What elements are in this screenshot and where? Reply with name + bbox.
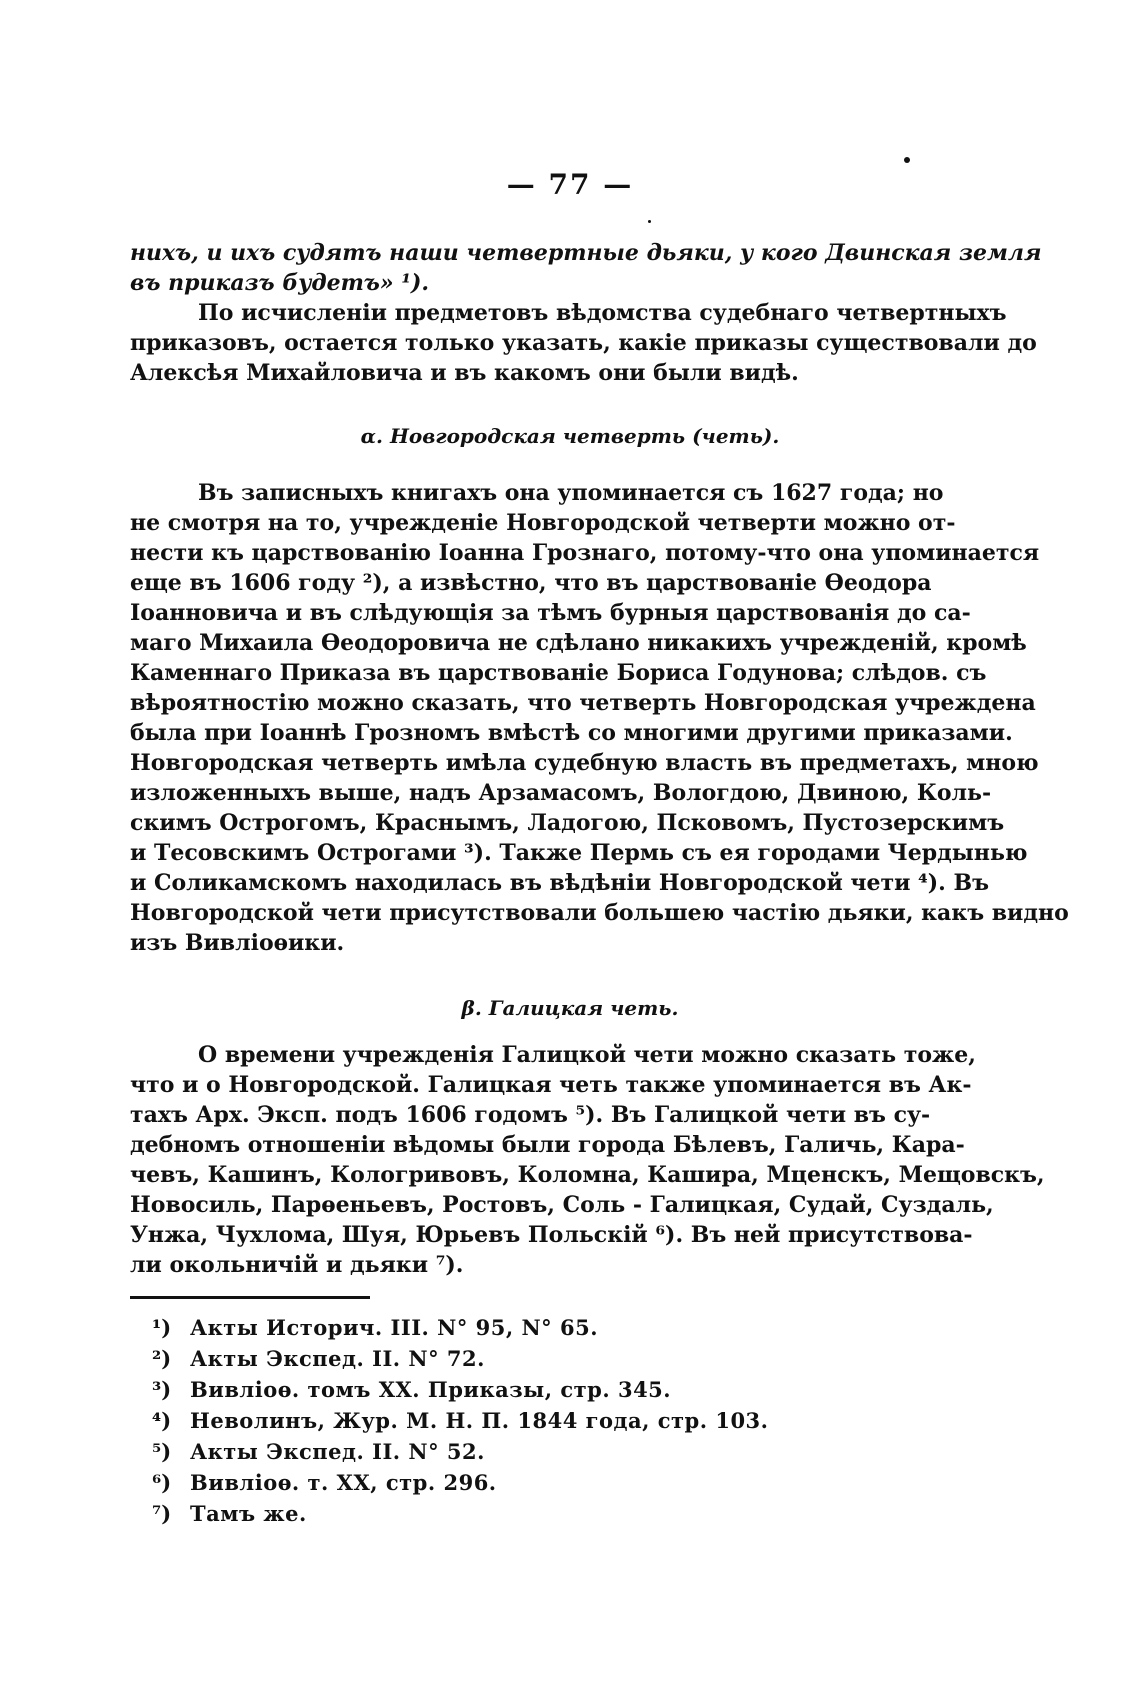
- footnote-mark: ⁴): [152, 1408, 172, 1433]
- text-line: Каменнаго Приказа въ царствованіе Бориса Годунова; слѣдов. съ: [130, 660, 987, 686]
- footnote-mark: ²): [152, 1346, 172, 1371]
- footnote-mark: ⁶): [152, 1470, 172, 1495]
- section-galich-text: [130, 1040, 1045, 1280]
- footnote-item: [152, 1498, 768, 1529]
- text-line: дебномъ отношеніи вѣдомы были города Бѣлевъ, Галичь, Кара-: [130, 1132, 965, 1158]
- footnote-item: [152, 1343, 768, 1374]
- footnote-divider: [130, 1296, 370, 1299]
- text-line: въ приказъ будетъ» ¹).: [130, 270, 430, 296]
- text-line: чевъ, Кашинъ, Кологривовъ, Коломна, Кашира, Мценскъ, Мещовскъ,: [130, 1162, 1045, 1188]
- text-line: и Тесовскимъ Острогами ³). Также Пермь съ ея городами Чердынью: [130, 840, 1028, 866]
- footnote-text: Тамъ же.: [190, 1501, 307, 1526]
- text-line: По исчисленіи предметовъ вѣдомства судебнаго четвертныхъ: [198, 300, 1007, 326]
- speck-mark: [904, 157, 910, 163]
- footnote-text: Акты Экспед. II. N° 52.: [190, 1439, 485, 1464]
- text-line: Новосиль, Парѳеньевъ, Ростовъ, Соль - Галицкая, Судай, Суздаль,: [130, 1192, 994, 1218]
- text-line: изложенныхъ выше, надъ Арзамасомъ, Вологдою, Двиною, Коль-: [130, 780, 992, 806]
- footnote-item: [152, 1374, 768, 1405]
- text-line: Унжа, Чухлома, Шуя, Юрьевъ Польскій ⁶). Въ ней присутствова-: [130, 1222, 973, 1248]
- text-line: что и о Новгородской. Галицкая четь также упоминается въ Ак-: [130, 1072, 972, 1098]
- text-line: скимъ Острогомъ, Краснымъ, Ладогою, Псковомъ, Пустозерскимъ: [130, 810, 1005, 836]
- footnote-mark: ¹): [152, 1315, 172, 1340]
- footnote-item: [152, 1405, 768, 1436]
- text-line: не смотря на то, учрежденіе Новгородской четверти можно от-: [130, 510, 956, 536]
- footnote-mark: ⁷): [152, 1501, 172, 1526]
- text-line: нихъ, и ихъ судятъ наши четвертные дьяки, у кого Двинская земля: [130, 240, 1042, 266]
- footnote-mark: ³): [152, 1377, 172, 1402]
- footnote-text: Акты Экспед. II. N° 72.: [190, 1346, 485, 1371]
- text-line: была при Іоаннѣ Грозномъ вмѣстѣ со многими другими приказами.: [130, 720, 1013, 746]
- text-line: О времени учрежденія Галицкой чети можно сказать тоже,: [198, 1042, 976, 1068]
- text-line: изъ Вивліоѳики.: [130, 930, 345, 956]
- footnote-mark: ⁵): [152, 1439, 172, 1464]
- text-line: ли окольничій и дьяки ⁷).: [130, 1252, 464, 1278]
- speck-mark: [648, 220, 651, 223]
- footnotes: [152, 1312, 768, 1529]
- section-heading-galich: β. Галицкая четь.: [461, 996, 679, 1020]
- section-heading-novgorod: α. Новгородская четверть (четь).: [360, 424, 780, 448]
- page-number: — 77 —: [506, 168, 634, 201]
- text-line: Новгородская четверть имѣла судебную власть въ предметахъ, мною: [130, 750, 1039, 776]
- footnote-item: [152, 1467, 768, 1498]
- section-novgorod-text: [130, 478, 1069, 958]
- text-line: нести къ царствованію Іоанна Грознаго, потому-что она упоминается: [130, 540, 1040, 566]
- text-line: еще въ 1606 году ²), а извѣстно, что въ царствованіе Өеодора: [130, 570, 932, 596]
- text-line: тахъ Арх. Эксп. подъ 1606 годомъ ⁵). Въ Галицкой чети въ су-: [130, 1102, 931, 1128]
- text-line: Новгородской чети присутствовали большею частію дьяки, какъ видно: [130, 900, 1069, 926]
- footnote-text: Вивліоѳ. томъ XX. Приказы, стр. 345.: [190, 1377, 672, 1402]
- footnote-text: Вивліоѳ. т. XX, стр. 296.: [190, 1470, 497, 1495]
- text-line: и Соликамскомъ находилась въ вѣдѣніи Новгородской чети ⁴). Въ: [130, 870, 989, 896]
- text-line: Іоанновича и въ слѣдующія за тѣмъ бурныя царствованія до са-: [130, 600, 971, 626]
- footnote-item: [152, 1312, 768, 1343]
- footnote-text: Неволинъ, Жур. М. Н. П. 1844 года, стр. 103.: [190, 1408, 769, 1433]
- text-line: вѣроятностію можно сказать, что четверть Новгородская учреждена: [130, 690, 1036, 716]
- footnote-text: Акты Историч. III. N° 95, N° 65.: [190, 1315, 599, 1340]
- footnote-item: [152, 1436, 768, 1467]
- top-paragraph: [130, 238, 1042, 388]
- text-line: маго Михаила Өеодоровича не сдѣлано никакихъ учрежденій, кромѣ: [130, 630, 1027, 656]
- text-line: приказовъ, остается только указать, какіе приказы существовали до: [130, 330, 1037, 356]
- text-line: Въ записныхъ книгахъ она упоминается съ 1627 года; но: [198, 480, 944, 506]
- text-line: Алексѣя Михайловича и въ какомъ они были видѣ.: [130, 360, 799, 386]
